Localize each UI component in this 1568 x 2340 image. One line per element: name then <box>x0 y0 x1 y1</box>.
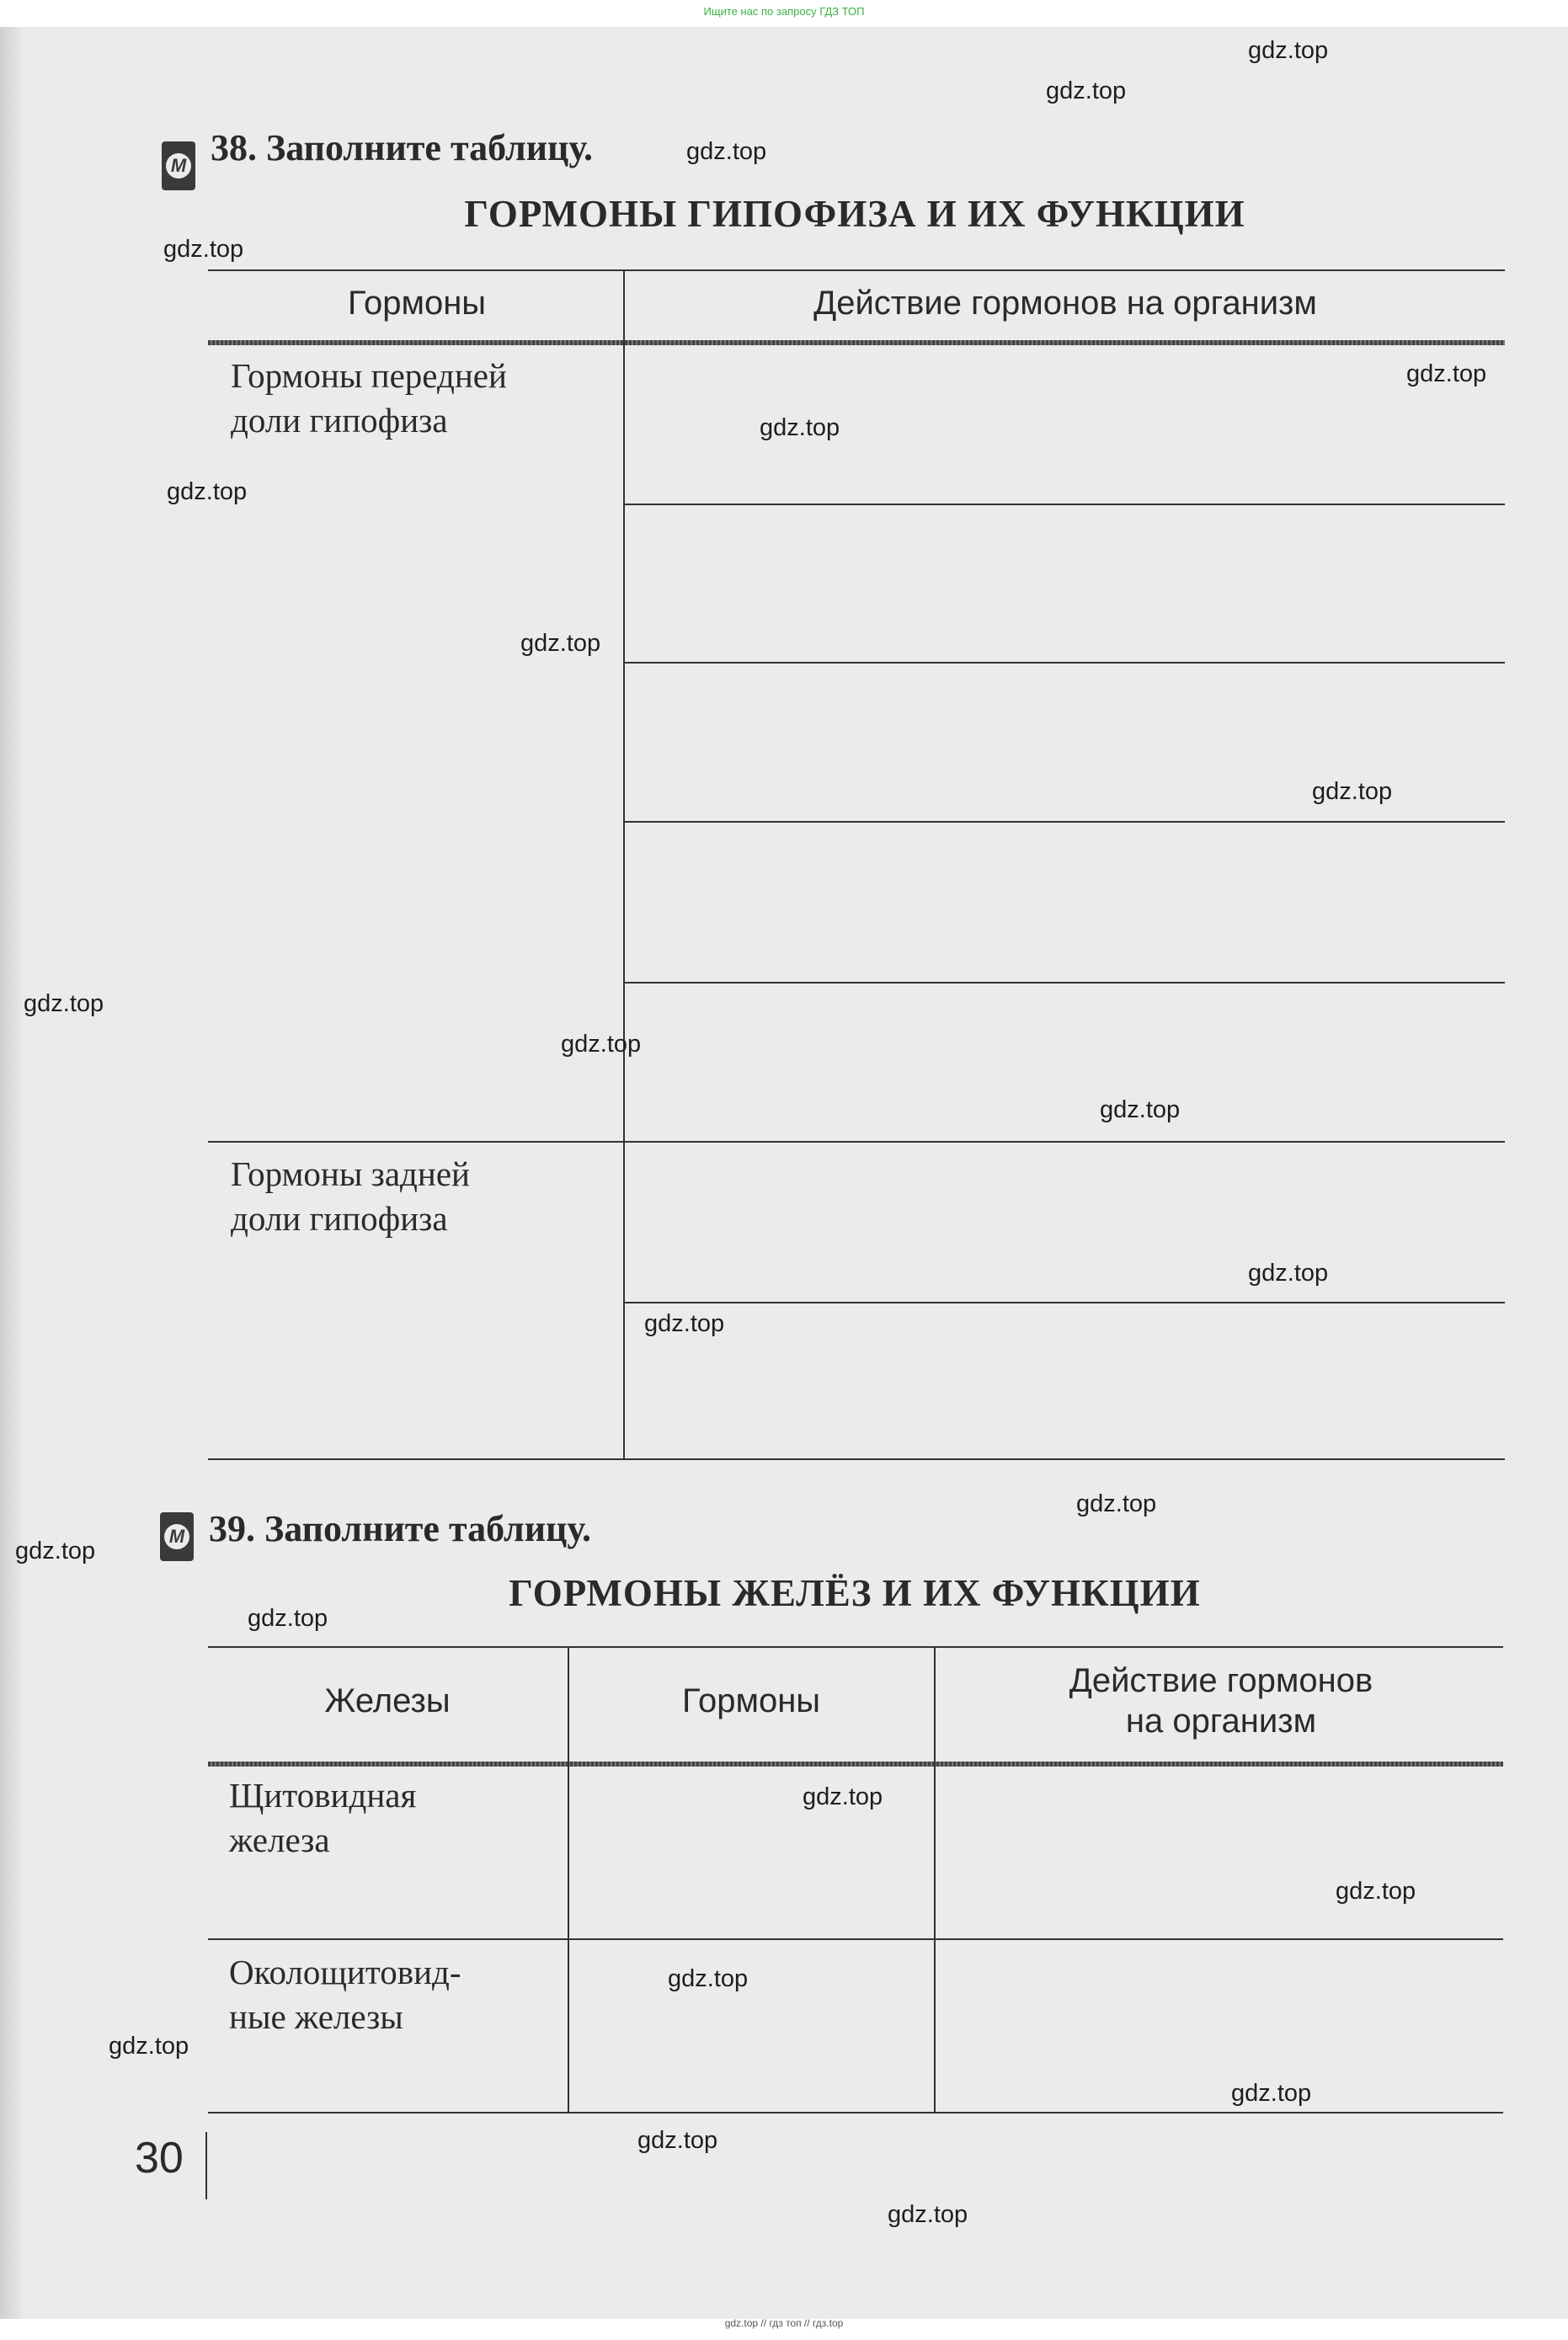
task-39-title: 39. Заполните таблицу. <box>209 1508 591 1549</box>
table-39-header-hormones: Гормоны <box>681 1682 821 1719</box>
watermark: gdz.top <box>888 2201 968 2228</box>
watermark: gdz.top <box>1231 2080 1312 2107</box>
watermark: gdz.top <box>1312 778 1393 805</box>
task-38-title: 38. Заполните таблицу. <box>211 127 593 168</box>
watermark: gdz.top <box>1248 37 1329 64</box>
table-38-header-action: Действие гормонов на организм <box>813 285 1317 322</box>
table-38-row-posterior: Гормоны задней доли гипофиза <box>231 1154 470 1238</box>
table-39-top-border <box>208 1646 1503 1648</box>
watermark: gdz.top <box>248 1605 328 1632</box>
table-38-answer-line <box>625 662 1505 664</box>
table-38-row-anterior: Гормоны передней доли гипофиза <box>231 356 507 440</box>
watermark: gdz.top <box>109 2033 189 2060</box>
table-38-top-border <box>208 269 1505 271</box>
watermark: gdz.top <box>668 1965 749 1992</box>
watermark: gdz.top <box>803 1783 883 1810</box>
table-38-answer-line <box>625 504 1505 505</box>
watermark: gdz.top <box>1076 1490 1157 1517</box>
table-39-column-divider <box>934 1646 936 2113</box>
watermark: gdz.top <box>1100 1096 1181 1123</box>
watermark: gdz.top <box>686 138 767 165</box>
page-number-divider <box>205 2132 207 2199</box>
watermark: gdz.top <box>760 414 840 441</box>
table-38-column-divider <box>623 269 625 1458</box>
table-39-row-thyroid: Щитовидная железа <box>229 1776 417 1859</box>
table-39-row-parathyroid: Околощитовид- ные железы <box>229 1953 461 2036</box>
table-39-header-glands: Железы <box>324 1682 451 1719</box>
table-38-title: ГОРМОНЫ ГИПОФИЗА И ИХ ФУНКЦИИ <box>464 193 1245 235</box>
watermark: gdz.top <box>167 478 248 505</box>
watermark: gdz.top <box>644 1310 725 1337</box>
table-38-bottom-border <box>208 1458 1505 1460</box>
watermark: gdz.top <box>1336 1878 1416 1905</box>
table-38-answer-line <box>625 1302 1505 1303</box>
watermark: gdz.top <box>15 1538 96 1564</box>
table-39-header-border <box>208 1762 1503 1767</box>
page-spine-shadow <box>0 27 22 2319</box>
top-banner[interactable]: Ищите нас по запросу ГДЗ ТОП <box>703 5 865 18</box>
table-38-header-border <box>208 340 1505 345</box>
table-39-title: ГОРМОНЫ ЖЕЛЁЗ И ИХ ФУНКЦИИ <box>509 1572 1201 1614</box>
table-39-row-divider <box>208 1938 1503 1940</box>
bottom-banner[interactable]: gdz.top // гдз топ // гдз.top <box>724 2317 844 2329</box>
watermark: gdz.top <box>637 2127 718 2154</box>
watermark: gdz.top <box>561 1031 642 1058</box>
watermark: gdz.top <box>163 236 244 263</box>
m-marker-icon: M <box>160 1512 194 1561</box>
watermark: gdz.top <box>24 990 104 1017</box>
table-38-row-divider <box>208 1141 1505 1143</box>
table-39-header-action: Действие гормонов на организм <box>1069 1662 1373 1740</box>
m-marker-icon: M <box>162 141 195 190</box>
table-38-answer-line <box>625 821 1505 823</box>
watermark: gdz.top <box>1046 77 1127 104</box>
watermark: gdz.top <box>520 630 601 657</box>
watermark: gdz.top <box>1248 1260 1329 1287</box>
table-38-header-hormones: Гормоны <box>347 285 487 322</box>
table-39-bottom-border <box>208 2112 1503 2113</box>
page-number: 30 <box>135 2134 184 2183</box>
watermark: gdz.top <box>1406 360 1487 387</box>
table-38-answer-line <box>625 982 1505 983</box>
table-39-column-divider <box>568 1646 569 2113</box>
